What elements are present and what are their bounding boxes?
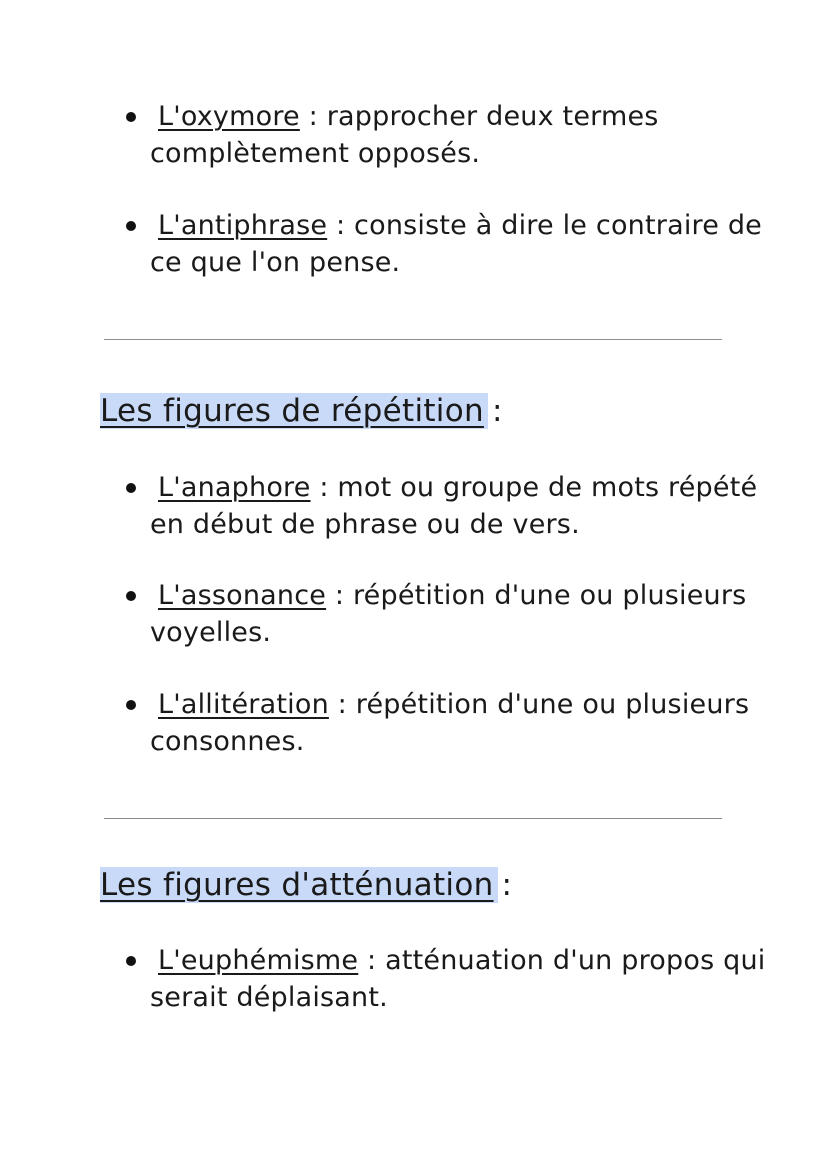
section-divider (104, 818, 722, 819)
term-euphemisme: L'euphémisme (158, 945, 359, 976)
term-assonance: L'assonance (158, 580, 327, 611)
section-heading-repetition (100, 391, 503, 431)
definition-assonance: : répétition d'une ou plusieurs voyelles. (150, 580, 747, 648)
bullet-icon (126, 956, 136, 966)
definition-euphemisme: : atténuation d'un propos qui serait déplaisant. (150, 945, 766, 1013)
term-oxymore: L'oxymore (158, 101, 300, 132)
list-item-euphemisme (150, 942, 770, 1016)
bullet-icon (126, 591, 136, 601)
section-heading-text: Les figures de répétition (100, 393, 488, 429)
section-heading-text: Les figures d'atténuation (100, 867, 498, 903)
section-divider (104, 339, 722, 340)
definition-alliteration: : répétition d'une ou plusieurs consonnes. (150, 689, 750, 757)
bullet-icon (126, 700, 136, 710)
bullet-icon (126, 483, 136, 493)
list-item-assonance (150, 577, 770, 651)
term-antiphrase: L'antiphrase (158, 210, 328, 241)
section-heading-colon: : (491, 393, 503, 429)
section-heading-colon: : (501, 867, 513, 903)
bullet-icon (126, 221, 136, 231)
definition-anaphore: : mot ou groupe de mots répété en début de phrase ou de vers. (150, 472, 758, 540)
definition-antiphrase: : consiste à dire le contraire de ce que l'on pense. (150, 210, 762, 278)
definition-oxymore: : rapprocher deux termes complètement opposés. (150, 101, 659, 169)
term-anaphore: L'anaphore (158, 472, 311, 503)
section-heading-attenuation (100, 865, 512, 905)
term-alliteration: L'allitération (158, 689, 329, 720)
bullet-icon (126, 112, 136, 122)
list-item-antiphrase (150, 207, 770, 281)
list-item-alliteration (150, 686, 770, 760)
list-item-oxymore (150, 98, 770, 172)
list-item-anaphore (150, 469, 770, 543)
